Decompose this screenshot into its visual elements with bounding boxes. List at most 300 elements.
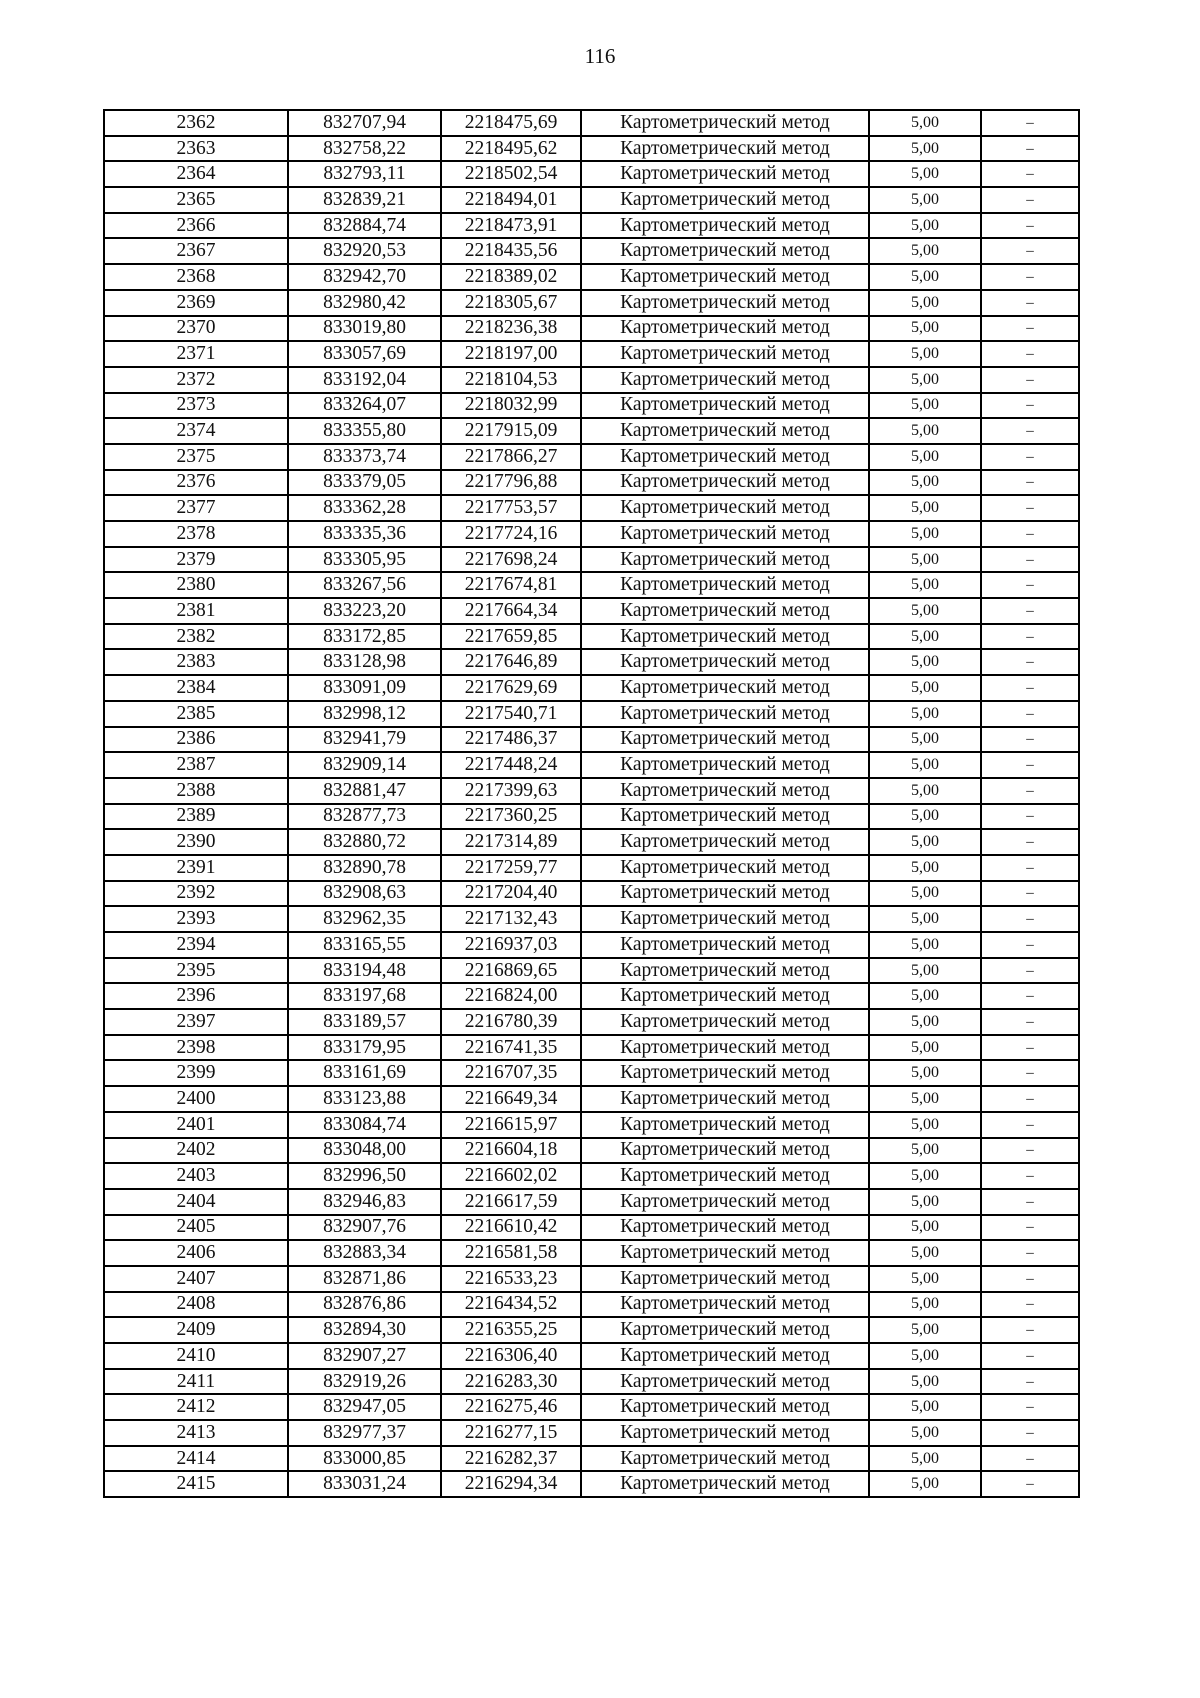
accuracy-cell: 5,00	[869, 418, 981, 444]
x-coordinate-cell: 833161,69	[288, 1060, 441, 1086]
method-cell: Картометрический метод	[581, 804, 869, 830]
method-cell: Картометрический метод	[581, 161, 869, 187]
description-cell: –	[981, 136, 1079, 162]
page-number: 116	[584, 44, 616, 68]
x-coordinate-cell: 832880,72	[288, 829, 441, 855]
point-number-cell: 2387	[104, 752, 288, 778]
table-row	[104, 932, 1079, 958]
accuracy-cell: 5,00	[869, 1266, 981, 1292]
point-number-cell: 2370	[104, 316, 288, 342]
description-cell: –	[981, 906, 1079, 932]
method-cell: Картометрический метод	[581, 1035, 869, 1061]
x-coordinate-cell: 833192,04	[288, 367, 441, 393]
y-coordinate-cell: 2218305,67	[441, 290, 581, 316]
point-number-cell: 2406	[104, 1240, 288, 1266]
table-row	[104, 701, 1079, 727]
y-coordinate-cell: 2217540,71	[441, 701, 581, 727]
x-coordinate-cell: 833165,55	[288, 932, 441, 958]
method-cell: Картометрический метод	[581, 855, 869, 881]
description-cell: –	[981, 1369, 1079, 1395]
description-cell: –	[981, 290, 1079, 316]
point-number-cell: 2415	[104, 1471, 288, 1497]
accuracy-cell: 5,00	[869, 1240, 981, 1266]
description-cell: –	[981, 341, 1079, 367]
accuracy-cell: 5,00	[869, 752, 981, 778]
table-row	[104, 470, 1079, 496]
description-cell: –	[981, 881, 1079, 907]
x-coordinate-cell: 832977,37	[288, 1420, 441, 1446]
description-cell: –	[981, 778, 1079, 804]
x-coordinate-cell: 833197,68	[288, 983, 441, 1009]
description-cell: –	[981, 1394, 1079, 1420]
table-row	[104, 649, 1079, 675]
y-coordinate-cell: 2217486,37	[441, 727, 581, 753]
table-row	[104, 341, 1079, 367]
method-cell: Картометрический метод	[581, 1112, 869, 1138]
y-coordinate-cell: 2218475,69	[441, 110, 581, 136]
table-row	[104, 1112, 1079, 1138]
method-cell: Картометрический метод	[581, 367, 869, 393]
accuracy-cell: 5,00	[869, 136, 981, 162]
point-number-cell: 2373	[104, 393, 288, 419]
y-coordinate-cell: 2217724,16	[441, 521, 581, 547]
x-coordinate-cell: 833379,05	[288, 470, 441, 496]
y-coordinate-cell: 2216610,42	[441, 1215, 581, 1241]
description-cell: –	[981, 187, 1079, 213]
method-cell: Картометрический метод	[581, 675, 869, 701]
point-number-cell: 2381	[104, 598, 288, 624]
method-cell: Картометрический метод	[581, 1086, 869, 1112]
x-coordinate-cell: 833305,95	[288, 547, 441, 573]
point-number-cell: 2375	[104, 444, 288, 470]
x-coordinate-cell: 832883,34	[288, 1240, 441, 1266]
table-row	[104, 110, 1079, 136]
y-coordinate-cell: 2218032,99	[441, 393, 581, 419]
y-coordinate-cell: 2218494,01	[441, 187, 581, 213]
accuracy-cell: 5,00	[869, 444, 981, 470]
table-row	[104, 1163, 1079, 1189]
x-coordinate-cell: 832871,86	[288, 1266, 441, 1292]
method-cell: Картометрический метод	[581, 136, 869, 162]
y-coordinate-cell: 2216824,00	[441, 983, 581, 1009]
point-number-cell: 2403	[104, 1163, 288, 1189]
table-row	[104, 1394, 1079, 1420]
y-coordinate-cell: 2217866,27	[441, 444, 581, 470]
table-row	[104, 958, 1079, 984]
method-cell: Картометрический метод	[581, 624, 869, 650]
table-row	[104, 521, 1079, 547]
method-cell: Картометрический метод	[581, 1266, 869, 1292]
method-cell: Картометрический метод	[581, 213, 869, 239]
accuracy-cell: 5,00	[869, 110, 981, 136]
y-coordinate-cell: 2216283,30	[441, 1369, 581, 1395]
accuracy-cell: 5,00	[869, 547, 981, 573]
description-cell: –	[981, 367, 1079, 393]
accuracy-cell: 5,00	[869, 572, 981, 598]
accuracy-cell: 5,00	[869, 1009, 981, 1035]
table-row	[104, 778, 1079, 804]
x-coordinate-cell: 832946,83	[288, 1189, 441, 1215]
accuracy-cell: 5,00	[869, 1189, 981, 1215]
x-coordinate-cell: 832920,53	[288, 238, 441, 264]
accuracy-cell: 5,00	[869, 855, 981, 881]
description-cell: –	[981, 1163, 1079, 1189]
description-cell: –	[981, 1343, 1079, 1369]
x-coordinate-cell: 833194,48	[288, 958, 441, 984]
method-cell: Картометрический метод	[581, 495, 869, 521]
table-row	[104, 675, 1079, 701]
description-cell: –	[981, 418, 1079, 444]
y-coordinate-cell: 2217698,24	[441, 547, 581, 573]
y-coordinate-cell: 2217646,89	[441, 649, 581, 675]
table-row	[104, 1138, 1079, 1164]
accuracy-cell: 5,00	[869, 1215, 981, 1241]
accuracy-cell: 5,00	[869, 1369, 981, 1395]
description-cell: –	[981, 1266, 1079, 1292]
point-number-cell: 2371	[104, 341, 288, 367]
accuracy-cell: 5,00	[869, 983, 981, 1009]
method-cell: Картометрический метод	[581, 341, 869, 367]
x-coordinate-cell: 833172,85	[288, 624, 441, 650]
point-number-cell: 2378	[104, 521, 288, 547]
accuracy-cell: 5,00	[869, 1086, 981, 1112]
accuracy-cell: 5,00	[869, 1420, 981, 1446]
description-cell: –	[981, 213, 1079, 239]
point-number-cell: 2395	[104, 958, 288, 984]
y-coordinate-cell: 2216707,35	[441, 1060, 581, 1086]
point-number-cell: 2394	[104, 932, 288, 958]
method-cell: Картометрический метод	[581, 701, 869, 727]
method-cell: Картометрический метод	[581, 1317, 869, 1343]
point-number-cell: 2411	[104, 1369, 288, 1395]
method-cell: Картометрический метод	[581, 752, 869, 778]
accuracy-cell: 5,00	[869, 393, 981, 419]
point-number-cell: 2366	[104, 213, 288, 239]
accuracy-cell: 5,00	[869, 829, 981, 855]
table-row	[104, 495, 1079, 521]
table-row	[104, 752, 1079, 778]
accuracy-cell: 5,00	[869, 495, 981, 521]
x-coordinate-cell: 832907,76	[288, 1215, 441, 1241]
point-number-cell: 2410	[104, 1343, 288, 1369]
table-row	[104, 1215, 1079, 1241]
table-row	[104, 906, 1079, 932]
accuracy-cell: 5,00	[869, 804, 981, 830]
x-coordinate-cell: 832758,22	[288, 136, 441, 162]
x-coordinate-cell: 832881,47	[288, 778, 441, 804]
description-cell: –	[981, 983, 1079, 1009]
y-coordinate-cell: 2217314,89	[441, 829, 581, 855]
description-cell: –	[981, 521, 1079, 547]
y-coordinate-cell: 2216581,58	[441, 1240, 581, 1266]
x-coordinate-cell: 832894,30	[288, 1317, 441, 1343]
table-row	[104, 1292, 1079, 1318]
accuracy-cell: 5,00	[869, 1060, 981, 1086]
point-number-cell: 2392	[104, 881, 288, 907]
method-cell: Картометрический метод	[581, 444, 869, 470]
table-row	[104, 1060, 1079, 1086]
method-cell: Картометрический метод	[581, 1215, 869, 1241]
point-number-cell: 2386	[104, 727, 288, 753]
point-number-cell: 2396	[104, 983, 288, 1009]
table-row	[104, 547, 1079, 573]
y-coordinate-cell: 2216780,39	[441, 1009, 581, 1035]
y-coordinate-cell: 2217132,43	[441, 906, 581, 932]
method-cell: Картометрический метод	[581, 1189, 869, 1215]
accuracy-cell: 5,00	[869, 213, 981, 239]
point-number-cell: 2397	[104, 1009, 288, 1035]
accuracy-cell: 5,00	[869, 367, 981, 393]
description-cell: –	[981, 1420, 1079, 1446]
coordinates-table	[103, 109, 1080, 1498]
table-row	[104, 983, 1079, 1009]
y-coordinate-cell: 2216617,59	[441, 1189, 581, 1215]
point-number-cell: 2393	[104, 906, 288, 932]
description-cell: –	[981, 598, 1079, 624]
accuracy-cell: 5,00	[869, 906, 981, 932]
table-row	[104, 213, 1079, 239]
x-coordinate-cell: 833264,07	[288, 393, 441, 419]
table-row	[104, 1240, 1079, 1266]
point-number-cell: 2380	[104, 572, 288, 598]
method-cell: Картометрический метод	[581, 1420, 869, 1446]
point-number-cell: 2390	[104, 829, 288, 855]
x-coordinate-cell: 832942,70	[288, 264, 441, 290]
x-coordinate-cell: 832996,50	[288, 1163, 441, 1189]
y-coordinate-cell: 2218389,02	[441, 264, 581, 290]
description-cell: –	[981, 624, 1079, 650]
table-row	[104, 367, 1079, 393]
description-cell: –	[981, 958, 1079, 984]
y-coordinate-cell: 2216869,65	[441, 958, 581, 984]
accuracy-cell: 5,00	[869, 316, 981, 342]
y-coordinate-cell: 2217399,63	[441, 778, 581, 804]
method-cell: Картометрический метод	[581, 187, 869, 213]
point-number-cell: 2402	[104, 1138, 288, 1164]
point-number-cell: 2383	[104, 649, 288, 675]
method-cell: Картометрический метод	[581, 958, 869, 984]
description-cell: –	[981, 1215, 1079, 1241]
table-row	[104, 1035, 1079, 1061]
point-number-cell: 2412	[104, 1394, 288, 1420]
method-cell: Картометрический метод	[581, 983, 869, 1009]
point-number-cell: 2367	[104, 238, 288, 264]
x-coordinate-cell: 833048,00	[288, 1138, 441, 1164]
method-cell: Картометрический метод	[581, 264, 869, 290]
method-cell: Картометрический метод	[581, 598, 869, 624]
description-cell: –	[981, 1292, 1079, 1318]
point-number-cell: 2369	[104, 290, 288, 316]
method-cell: Картометрический метод	[581, 649, 869, 675]
x-coordinate-cell: 832839,21	[288, 187, 441, 213]
table-row	[104, 290, 1079, 316]
x-coordinate-cell: 832941,79	[288, 727, 441, 753]
point-number-cell: 2384	[104, 675, 288, 701]
table-row	[104, 1009, 1079, 1035]
x-coordinate-cell: 833031,24	[288, 1471, 441, 1497]
method-cell: Картометрический метод	[581, 1138, 869, 1164]
table-row	[104, 238, 1079, 264]
description-cell: –	[981, 649, 1079, 675]
y-coordinate-cell: 2216355,25	[441, 1317, 581, 1343]
description-cell: –	[981, 572, 1079, 598]
y-coordinate-cell: 2217674,81	[441, 572, 581, 598]
description-cell: –	[981, 161, 1079, 187]
point-number-cell: 2408	[104, 1292, 288, 1318]
table-row	[104, 572, 1079, 598]
accuracy-cell: 5,00	[869, 238, 981, 264]
point-number-cell: 2364	[104, 161, 288, 187]
description-cell: –	[981, 1035, 1079, 1061]
table-body	[104, 110, 1079, 1497]
description-cell: –	[981, 829, 1079, 855]
method-cell: Картометрический метод	[581, 932, 869, 958]
point-number-cell: 2404	[104, 1189, 288, 1215]
point-number-cell: 2385	[104, 701, 288, 727]
x-coordinate-cell: 832998,12	[288, 701, 441, 727]
point-number-cell: 2374	[104, 418, 288, 444]
table-row	[104, 444, 1079, 470]
y-coordinate-cell: 2216604,18	[441, 1138, 581, 1164]
x-coordinate-cell: 832877,73	[288, 804, 441, 830]
accuracy-cell: 5,00	[869, 264, 981, 290]
method-cell: Картометрический метод	[581, 290, 869, 316]
table-row	[104, 187, 1079, 213]
y-coordinate-cell: 2217360,25	[441, 804, 581, 830]
accuracy-cell: 5,00	[869, 470, 981, 496]
point-number-cell: 2363	[104, 136, 288, 162]
method-cell: Картометрический метод	[581, 547, 869, 573]
table-row	[104, 727, 1079, 753]
y-coordinate-cell: 2217796,88	[441, 470, 581, 496]
point-number-cell: 2399	[104, 1060, 288, 1086]
description-cell: –	[981, 470, 1079, 496]
method-cell: Картометрический метод	[581, 238, 869, 264]
x-coordinate-cell: 832884,74	[288, 213, 441, 239]
accuracy-cell: 5,00	[869, 624, 981, 650]
method-cell: Картометрический метод	[581, 778, 869, 804]
table-row	[104, 264, 1079, 290]
point-number-cell: 2407	[104, 1266, 288, 1292]
y-coordinate-cell: 2216306,40	[441, 1343, 581, 1369]
point-number-cell: 2376	[104, 470, 288, 496]
accuracy-cell: 5,00	[869, 1317, 981, 1343]
y-coordinate-cell: 2217753,57	[441, 495, 581, 521]
y-coordinate-cell: 2216282,37	[441, 1446, 581, 1472]
description-cell: –	[981, 393, 1079, 419]
method-cell: Картометрический метод	[581, 727, 869, 753]
x-coordinate-cell: 832907,27	[288, 1343, 441, 1369]
method-cell: Картометрический метод	[581, 1446, 869, 1472]
y-coordinate-cell: 2217664,34	[441, 598, 581, 624]
accuracy-cell: 5,00	[869, 701, 981, 727]
method-cell: Картометрический метод	[581, 1394, 869, 1420]
method-cell: Картометрический метод	[581, 521, 869, 547]
method-cell: Картометрический метод	[581, 881, 869, 907]
description-cell: –	[981, 804, 1079, 830]
table-row	[104, 161, 1079, 187]
accuracy-cell: 5,00	[869, 161, 981, 187]
point-number-cell: 2372	[104, 367, 288, 393]
y-coordinate-cell: 2216533,23	[441, 1266, 581, 1292]
method-cell: Картометрический метод	[581, 418, 869, 444]
point-number-cell: 2413	[104, 1420, 288, 1446]
method-cell: Картометрический метод	[581, 572, 869, 598]
accuracy-cell: 5,00	[869, 958, 981, 984]
table-row	[104, 136, 1079, 162]
x-coordinate-cell: 833373,74	[288, 444, 441, 470]
method-cell: Картометрический метод	[581, 1292, 869, 1318]
point-number-cell: 2401	[104, 1112, 288, 1138]
description-cell: –	[981, 1240, 1079, 1266]
description-cell: –	[981, 675, 1079, 701]
y-coordinate-cell: 2216741,35	[441, 1035, 581, 1061]
description-cell: –	[981, 444, 1079, 470]
table-row	[104, 1086, 1079, 1112]
method-cell: Картометрический метод	[581, 470, 869, 496]
y-coordinate-cell: 2218236,38	[441, 316, 581, 342]
accuracy-cell: 5,00	[869, 1471, 981, 1497]
y-coordinate-cell: 2218104,53	[441, 367, 581, 393]
description-cell: –	[981, 1138, 1079, 1164]
y-coordinate-cell: 2216294,34	[441, 1471, 581, 1497]
y-coordinate-cell: 2217629,69	[441, 675, 581, 701]
point-number-cell: 2391	[104, 855, 288, 881]
method-cell: Картометрический метод	[581, 1060, 869, 1086]
y-coordinate-cell: 2217659,85	[441, 624, 581, 650]
table-row	[104, 418, 1079, 444]
method-cell: Картометрический метод	[581, 110, 869, 136]
y-coordinate-cell: 2217259,77	[441, 855, 581, 881]
description-cell: –	[981, 547, 1079, 573]
method-cell: Картометрический метод	[581, 1471, 869, 1497]
y-coordinate-cell: 2218435,56	[441, 238, 581, 264]
description-cell: –	[981, 110, 1079, 136]
y-coordinate-cell: 2216649,34	[441, 1086, 581, 1112]
y-coordinate-cell: 2217448,24	[441, 752, 581, 778]
accuracy-cell: 5,00	[869, 1035, 981, 1061]
method-cell: Картометрический метод	[581, 1240, 869, 1266]
x-coordinate-cell: 833267,56	[288, 572, 441, 598]
description-cell: –	[981, 1189, 1079, 1215]
accuracy-cell: 5,00	[869, 341, 981, 367]
method-cell: Картометрический метод	[581, 829, 869, 855]
point-number-cell: 2414	[104, 1446, 288, 1472]
description-cell: –	[981, 1446, 1079, 1472]
table-row	[104, 1343, 1079, 1369]
y-coordinate-cell: 2217204,40	[441, 881, 581, 907]
y-coordinate-cell: 2216602,02	[441, 1163, 581, 1189]
y-coordinate-cell: 2216434,52	[441, 1292, 581, 1318]
table-row	[104, 1266, 1079, 1292]
method-cell: Картометрический метод	[581, 1163, 869, 1189]
method-cell: Картометрический метод	[581, 1369, 869, 1395]
description-cell: –	[981, 316, 1079, 342]
x-coordinate-cell: 832793,11	[288, 161, 441, 187]
description-cell: –	[981, 1317, 1079, 1343]
description-cell: –	[981, 701, 1079, 727]
point-number-cell: 2368	[104, 264, 288, 290]
method-cell: Картометрический метод	[581, 1009, 869, 1035]
point-number-cell: 2389	[104, 804, 288, 830]
x-coordinate-cell: 833084,74	[288, 1112, 441, 1138]
x-coordinate-cell: 832980,42	[288, 290, 441, 316]
x-coordinate-cell: 832947,05	[288, 1394, 441, 1420]
accuracy-cell: 5,00	[869, 1163, 981, 1189]
x-coordinate-cell: 832908,63	[288, 881, 441, 907]
y-coordinate-cell: 2217915,09	[441, 418, 581, 444]
y-coordinate-cell: 2216615,97	[441, 1112, 581, 1138]
